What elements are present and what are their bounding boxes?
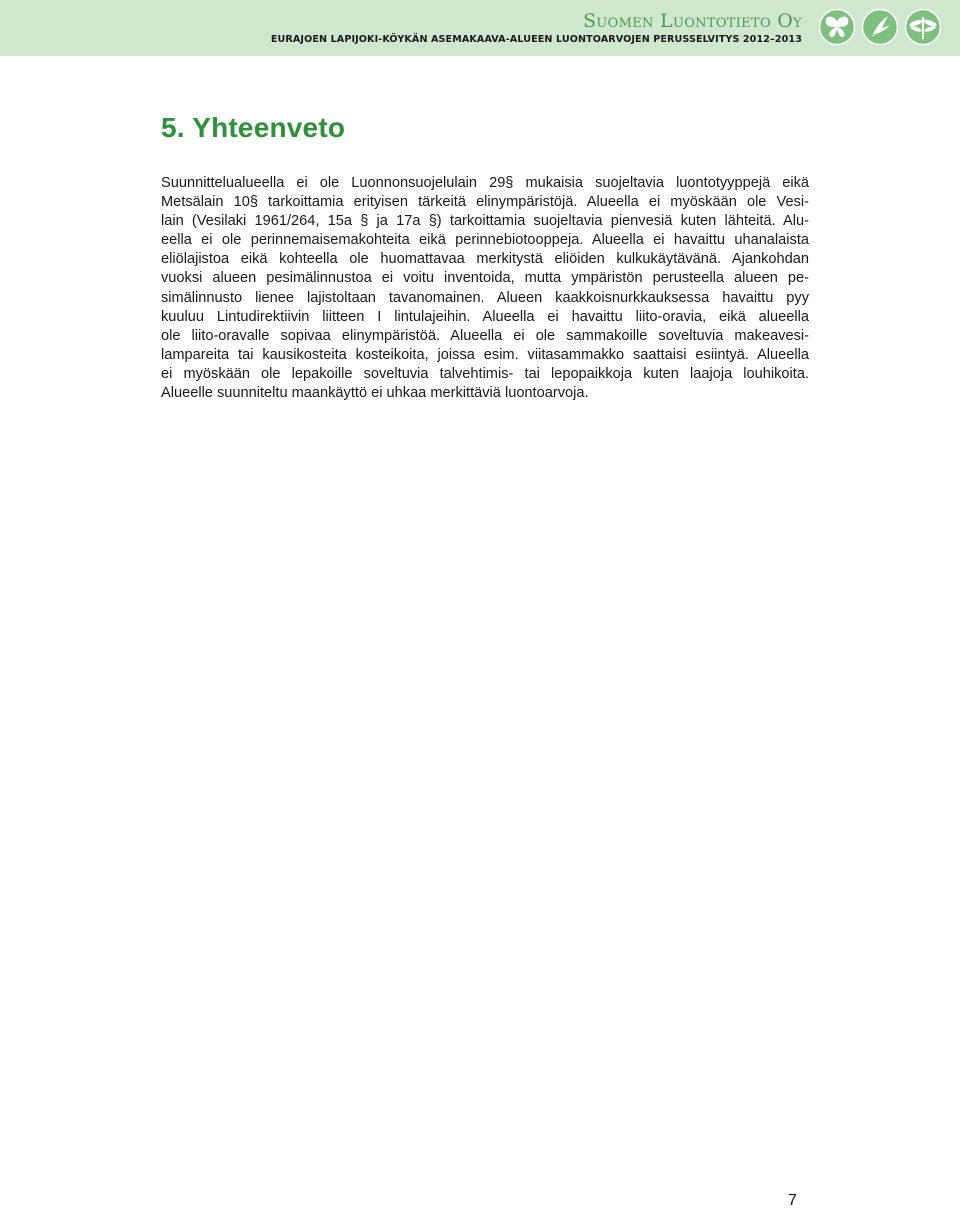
paragraph-line: eella ei ole perinnemaisemakohteita eikä perinnebiotooppeja. Alueella ei havaittu uhanalaista: [161, 232, 809, 249]
paragraph-line: ole liito-oravalle sopivaa elinympäristöä. Alueella ei ole sammakoille soveltuvia makeavesi-: [161, 327, 809, 344]
paragraph-line: simälinnusto lienee lajistoltaan tavanomainen. Alueen kaakkoisnurkkauksessa havaittu pyy: [161, 289, 809, 306]
paragraph-line: eliölajistoa eikä kohteella ole huomattavaa merkitystä eliöiden kulkukäytävänä. Ajankohdan: [161, 251, 809, 268]
paragraph-line: Alueelle suunniteltu maankäyttö ei uhkaa merkittäviä luontoarvoja.: [161, 385, 589, 402]
paragraph-line: kuuluu Lintudirektiivin liitteen I lintulajeihin. Alueella ei havaittu liito-oravia, eikä alueella: [161, 308, 809, 325]
page-number: 7: [788, 1192, 797, 1209]
paragraph-line: vuoksi alueen pesimälinnustoa ei voitu inventoida, mutta ympäristön perusteella alueen pe-: [161, 270, 809, 287]
paragraph-line: lampareita tai kausikosteita kosteikoita, joissa esim. viitasammakko saattaisi esiintyä. Alueella: [161, 346, 809, 363]
report-title: EURAJOEN LAPIJOKI-KÖYKÄN ASEMAKAAVA-ALUEEN LUONTOARVOJEN PERUSSELVITYS 2012–2013: [270, 34, 802, 45]
bird-icon: [861, 8, 899, 46]
paragraph-line: lain (Vesilaki 1961/264, 15a § ja 17a §) tarkoittamia suojeltavia pienvesiä kuten lähteitä. Alu-: [161, 213, 809, 230]
section-heading: 5. Yhteenveto: [161, 112, 346, 143]
dragonfly-icon: [904, 8, 942, 46]
company-name: Suomen Luontotieto Oy: [583, 10, 802, 32]
paragraph-line: ei myöskään ole lepakoille soveltuvia talvehtimis- tai lepopaikkoja kuten laajoja louhikoita.: [161, 365, 809, 382]
paragraph-line: Metsälain 10§ tarkoittamia erityisen tärkeitä elinympäristöjä. Alueella ei myöskään ole Vesi-: [161, 194, 809, 211]
summary-paragraph: [161, 174, 809, 403]
paragraph-line: Suunnittelualueella ei ole Luonnonsuojelulain 29§ mukaisia suojeltavia luontotyyppejä eikä: [161, 175, 809, 191]
header-band: [0, 0, 960, 56]
logo-icons: [818, 8, 942, 48]
butterfly-icon: [818, 8, 856, 46]
